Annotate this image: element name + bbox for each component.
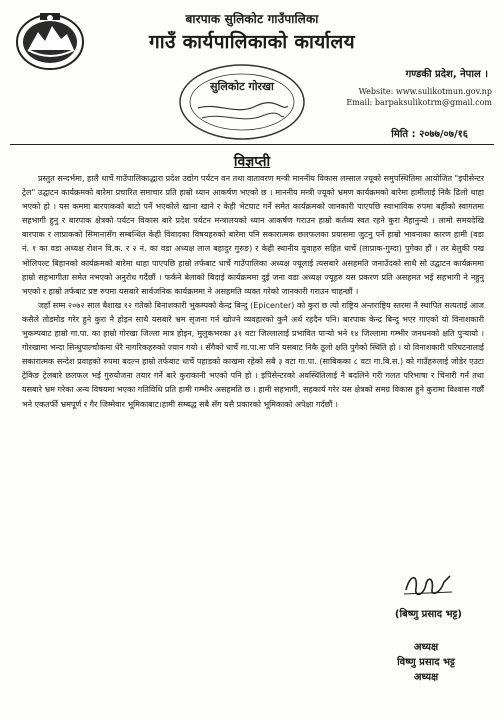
notice-title: विज्ञप्ती <box>233 154 271 170</box>
notice-date: मिति : २०७७/०७/१६ <box>391 129 468 140</box>
signatory-role: अध्यक्ष <box>413 642 439 653</box>
notice-paragraph-2: जहाँ सम्म २०७२ साल बैशाख १२ गतेको बिनाशकारी भुकम्पको केन्द्र बिन्दु (Epicenter) को कुरा छ त्यो राष्ट्रिय अन्तराष्ट्रिय स्तरमा नै स्थापित सत्यताई आज कसैले तोडमोड गरेर हुने कुरा नै होइन साथै यसबारे भ्रम सृजना गर्न खोज्ने व्यवहारको कुनै अर्थ रहदैन पनि। बारपाक केन्द्र बिन्दु भएर गाएको यो विनाशकारी भुकम्पबाट हाम्रो गा.पा. का हाम्रो गोरखा जिल्ला मात्र होइन, मुलुकभरका ३१ वटा जिल्लालाई प्रभावित पाऱ्यो भने १४ जिल्लामा गम्भीर जनधनको क्षति पुऱ्यायो । गोरखामा भन्दा सिन्धुपाल्चोकमा धेरै नागरिकहरुको ज्यान गयो । सँगैको धार्चे गा.पा.मा पनि यसबाट निकै ठूलो क्षति पुगेको स्थिति हो । यो विनाशकारी परिघटनालाई सकारात्मक सन्देश प्रवाहको रुपमा बदल्न हाम्रो तर्फबाट धार्चे पहाडको काखमा रहेको सबै ३ वटा गा.पा. (साबिकका ८ वटा गा.बि.स.) को गाउँहरुलाई जोडेर एउटा ट्रेकिङ ट्रेलबारे छलफल भई गुरुयोजना तयार गर्ने बारे कुराकानी भएको पनि हो । इपिसेन्टरको अवस्थितिलाई नै बदलिने गरी गलत परिभाषा र चिनारी गर्न तथा यसबारे भ्रम गरेका अन्य विषयमा भएका गतिविधि प्रति हामी गम्भीर असहमति छ । हामी सहभागी, सहकार्य गरेर यस क्षेत्रको समग्र विकास हुने कुरामा विश्वास गर्छौं भने एकतर्फी भ्रमपूर्ण र गैर जिम्मेवार भूमिकाबाट।हामी सम्बद्ध सबै सँग यसै प्रकारको भूमिकाको अपेक्षा गर्दछौं । <box>22 300 484 409</box>
website-text: Website: www.sulikotmun.gov.np <box>358 87 492 96</box>
signatory-block <box>376 640 476 685</box>
office-name: गाउँ कार्यपालिकाको कार्यालय <box>149 31 355 53</box>
header-divider <box>10 144 494 145</box>
contact-info <box>346 86 492 108</box>
notice-paragraph-1: प्रस्तुत सन्दर्भमा, हालै धार्चे गाउँपालिकाद्धारा प्रदेश उद्योग पर्यटन वन तथा वातावरण मन्त्री माननीय विकास लम्साल ज्यूको समुपस्थितिमा आयोजित "इपीसेन्टर ट्रेल" उद्घाटन कार्यक्रमको बारेमा प्रचारित समाचार प्रति हाम्रो ध्यान आकर्षण भएको छ । माननीय मन्त्री ज्यूको भ्रमण कार्यक्रमको बारेमा हामीलाई निकै ढिलो थाहा भएको हो । यस कममा बारपाकको बाटो पर्ने भएकोले खाना खाने र केही भेटघाट गर्ने समेत कार्यक्रमको जानकारी पाएपछि स्वाभाविक रुपमा बर्हीको स्वागतमा सहभागी हुनु र बारपाक क्षेत्रको पर्यटन विकास बारे प्रदेश पर्यटन मन्त्रालयको ध्यान आकर्षण गराउन हाम्रो कर्तव्य स्वत रहने कुरा मैहानुन्यो । लामो समयदेखि बारपाक र लाप्राकको सिमानासँग सम्बन्धित केही विवादका विषयहरुको बारेमा पनि सकारात्मक छलफलका प्रयासमा जुटनु पर्ने हाम्रो भावनाका कारण हामी (वडा नं. १ का वडा अध्यक्ष रोशन वि.क. र २ नं. का वडा अध्यक्ष लाल बहादुर गुरुङ) र केही स्थानीय युवाहरु सहित धार्चे (लाप्राक-गुम्दा) पुगेका हौं । तर बेलुकी पख भोलिपल्ट बिहानको कार्यक्रमको बारेमा थाहा पाएपछि हाम्रो तर्फबाट धार्चे गाउँपालिका अध्यक्ष ज्यूलाई त्यसबारे असहमति जनाउँदको साथै सो उद्घाटन कार्यक्रममा हाम्रो सहभागीता समेत नभएको अनुरोध गर्दैछौं । फर्कने बेलाको बिदाई कार्यक्रममा दुई जना वडा अध्यक्ष ज्यूहरु यस प्रकरण प्रति असहमत भई सहभागी ने नहुनु भएको र हाम्रो तर्फबाट प्रष्ट रुपमा यसबारे सार्वजनिक कार्यक्रममा ने असहमति व्यक्त गरेको जानकारी गराउन चाहन्छौं । <box>22 174 484 296</box>
signatory-name-parenthesis: (बिष्णु प्रसाद भट्ट) <box>394 609 462 620</box>
municipality-name: बारपाक सुलिकोट गाउँपालिका <box>185 12 319 26</box>
office-stamp <box>178 62 306 142</box>
stamp-text: सुलिकोट गोरखा <box>210 80 274 93</box>
handwritten-signature <box>400 568 456 602</box>
email-text: Email: barpaksulikotrm@gmail.com <box>346 98 492 107</box>
signatory-role-2: अध्यक्ष <box>413 672 439 683</box>
notice-body <box>22 172 484 412</box>
signatory-name: विष्णु प्रसाद भट्ट <box>397 657 455 668</box>
province-text: गण्डकी प्रदेश, नेपाल । <box>405 69 488 80</box>
